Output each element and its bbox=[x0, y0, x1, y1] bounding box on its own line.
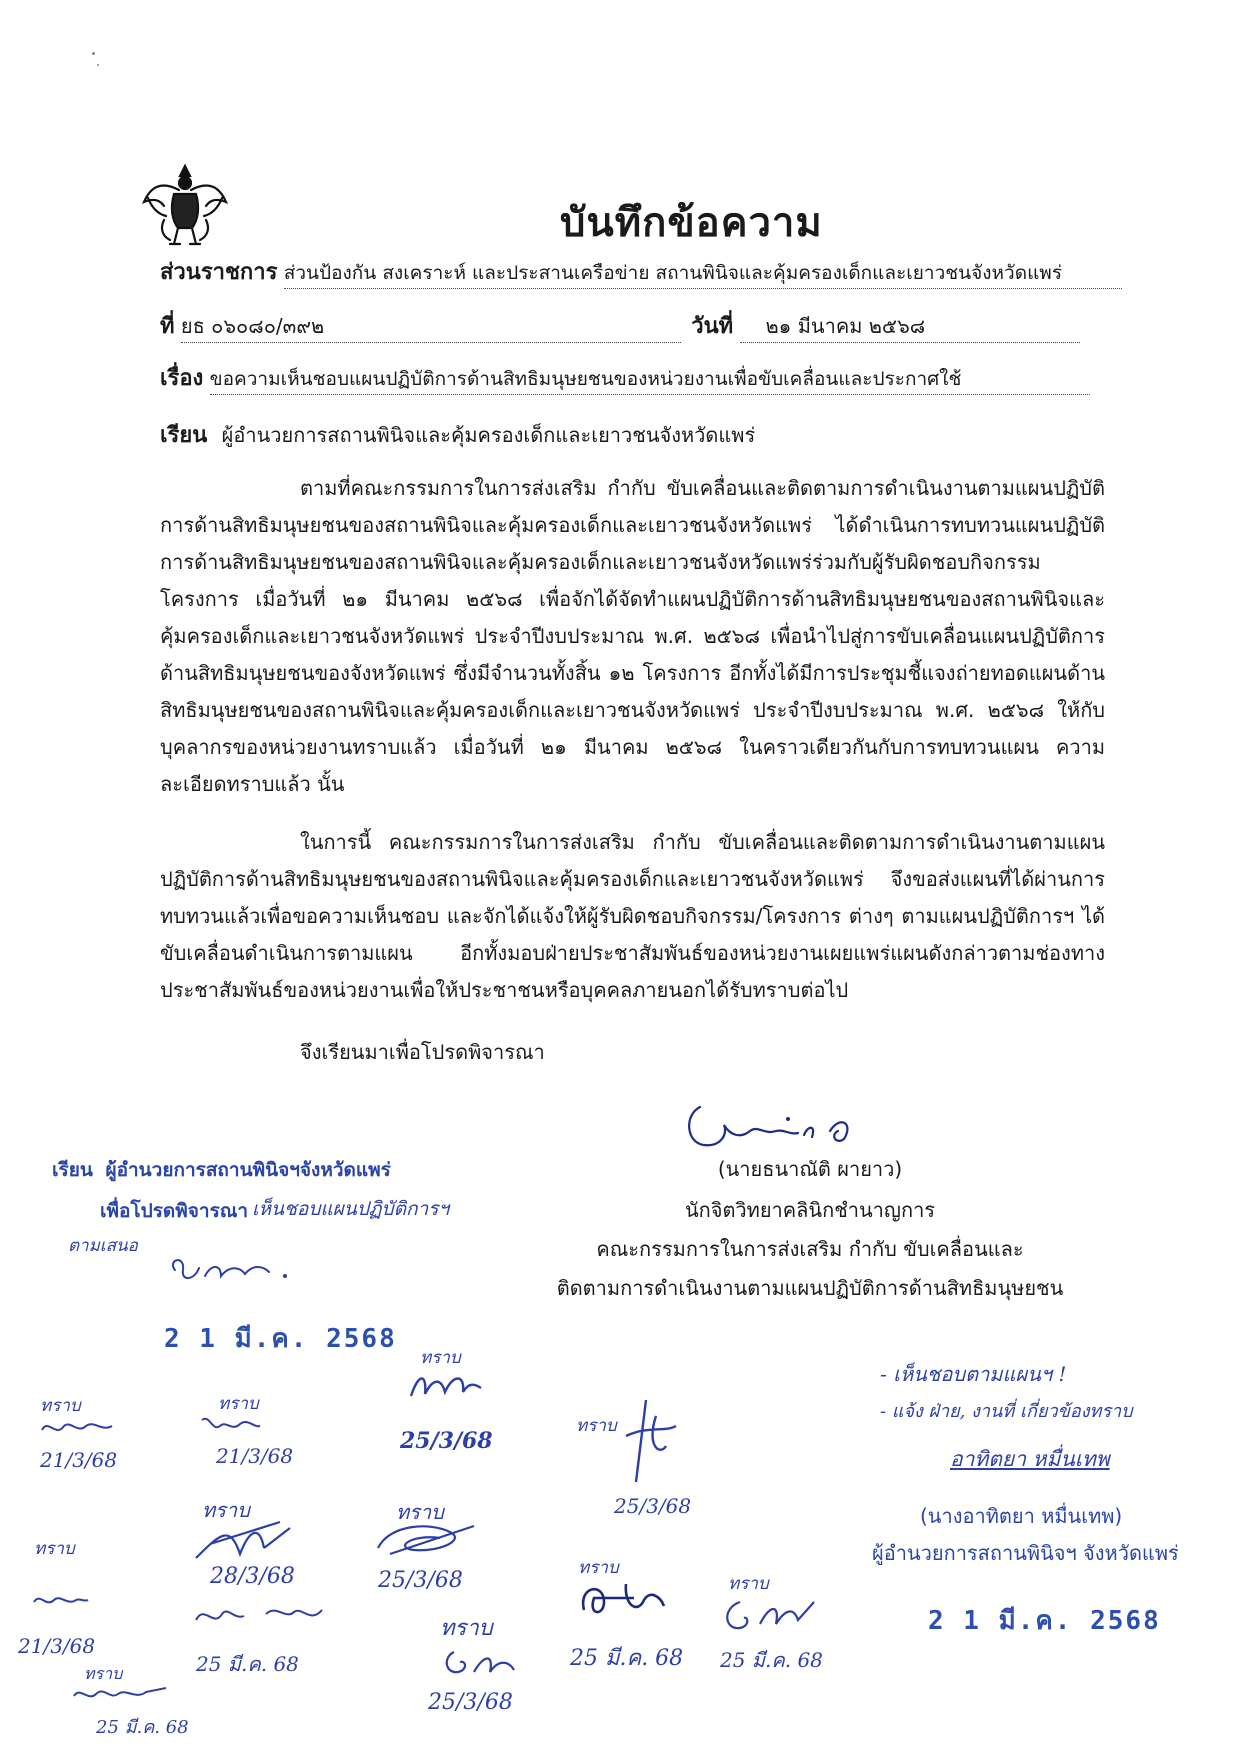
ack-signature bbox=[190, 1514, 300, 1564]
ack-signature bbox=[720, 1594, 820, 1634]
to-value: ผู้อำนวยการสถานพินิจและคุ้มครองเด็กและเยาวชนจังหวัดแพร่ bbox=[221, 423, 756, 447]
ack-word: ทราบ bbox=[578, 1558, 619, 1578]
signatory-position: นักจิตวิทยาคลินิกชำนาญการ bbox=[684, 1198, 936, 1222]
ack-signature bbox=[70, 1682, 170, 1706]
ack-signature bbox=[574, 1576, 674, 1620]
body-paragraph-1: ตามที่คณะกรรมการในการส่งเสริม กำกับ ขับเคลื่อนและติดตามการดำเนินงานตามแผนปฏิบัติการด้านสิทธิมนุษยชนของสถานพินิจและคุ้มครองเด็กและเยาวชนจังหวัดแพร่ ได้ดำเนินการทบทวนแผนปฏิบัติการด้านสิทธิมนุษยชนของสถานพินิจและคุ้มครองเด็กและเยาวชนจังหวัดแพร่ร่วมกับผู้รับผิดชอบกิจกรรม โครงการ เมื่อวันที่ ๒๑ มีนาคม ๒๕๖๘ เพื่อจักได้จัดทำแผนปฏิบัติการด้านสิทธิมนุษยชนของสถานพินิจและคุ้มครองเด็กและเยาวชนจังหวัดแพร่ ประจำปีงบประมาณ พ.ศ. ๒๕๖๘ เพื่อนำไปสู่การขับเคลื่อนแผนปฏิบัติการด้านสิทธิมนุษยชนของจังหวัดแพร่ ซึ่งมีจำนวนทั้งสิ้น ๑๒ โครงการ อีกทั้งได้มีการประชุมชี้แจงถ่ายทอดแผนด้านสิทธิมนุษยชนของสถานพินิจและคุ้มครองเด็กและเยาวชนจังหวัดแพร่ ประจำปีงบประมาณ พ.ศ. ๒๕๖๘ ให้กับบุคลากรของหน่วยงานทราบแล้ว เมื่อวันที่ ๒๑ มีนาคม ๒๕๖๘ ในคราวเดียวกันกับการทบทวนแผน ความละเอียดทราบแล้ว นั้น bbox=[160, 476, 1105, 796]
ack-word: ทราบ bbox=[218, 1394, 259, 1414]
ack-signature bbox=[30, 1590, 90, 1610]
ack-signature bbox=[370, 1518, 480, 1558]
endorsement-purpose: เพื่อโปรดพิจารณา bbox=[100, 1200, 249, 1222]
endorsement-to-value: ผู้อำนวยการสถานพินิจฯจังหวัดแพร่ bbox=[105, 1159, 391, 1181]
signatory-name: (นายธนาณัติ ผายาว) bbox=[717, 1157, 903, 1181]
endorsement-stamp-line-1 bbox=[52, 1155, 391, 1185]
ack-word: ทราบ bbox=[396, 1500, 444, 1524]
date-stamp-2: 2 1 มี.ค. 2568 bbox=[928, 1606, 1161, 1636]
garuda-emblem-icon bbox=[140, 158, 230, 258]
scan-speck bbox=[97, 64, 99, 66]
ack-date: 25/3/68 bbox=[400, 1428, 493, 1454]
agency-row bbox=[160, 254, 1122, 289]
ack-date: 25 มี.ค. 68 bbox=[96, 1717, 189, 1738]
ack-date: 25/3/68 bbox=[378, 1568, 463, 1593]
to-label: เรียน bbox=[160, 423, 208, 448]
endorsement-handwritten-note: เห็นชอบแผนปฏิบัติการฯ bbox=[252, 1198, 450, 1220]
agency-label: ส่วนราชการ bbox=[160, 260, 278, 285]
ack-word: ทราบ bbox=[440, 1616, 493, 1641]
subject-label: เรื่อง bbox=[160, 366, 204, 391]
document-title: บันทึกข้อความ bbox=[560, 200, 823, 246]
ack-date: 25 มี.ค. 68 bbox=[196, 1652, 299, 1676]
director-name: (นางอาทิตยา หมื่นเทพ) bbox=[920, 1504, 1123, 1528]
ack-signature bbox=[196, 1412, 266, 1438]
endorsement-to-label: เรียน bbox=[52, 1159, 93, 1181]
subject-row bbox=[160, 360, 1090, 395]
ack-signature bbox=[405, 1368, 485, 1402]
ack-date: 28/3/68 bbox=[210, 1564, 295, 1589]
director-position: ผู้อำนวยการสถานพินิจฯ จังหวัดแพร่ bbox=[872, 1541, 1179, 1565]
subject-value: ขอความเห็นชอบแผนปฏิบัติการด้านสิทธิมนุษยชนของหน่วยงานเพื่อขับเคลื่อนและประกาศใช้ bbox=[210, 364, 1090, 395]
signatory-committee-line-2: ติดตามการดำเนินงานตามแผนปฏิบัติการด้านสิทธิมนุษยชน bbox=[556, 1276, 1064, 1300]
ack-date: 21/3/68 bbox=[40, 1448, 118, 1472]
ack-word: ทราบ bbox=[40, 1396, 81, 1416]
scan-speck bbox=[92, 52, 95, 55]
ack-signature bbox=[38, 1416, 118, 1442]
ref-value: ยธ ๐๖๐๘๐/๓๙๒ bbox=[181, 310, 681, 343]
ack-word: ทราบ bbox=[576, 1416, 617, 1436]
ack-word: ทราบ bbox=[202, 1498, 250, 1522]
ack-word: ทราบ bbox=[34, 1539, 75, 1559]
date-label: วันที่ bbox=[691, 314, 734, 339]
endorsement-initials-signature bbox=[165, 1250, 315, 1290]
endorsement-stamp-line-2 bbox=[100, 1196, 248, 1226]
ack-signature bbox=[606, 1396, 686, 1486]
ref-label: ที่ bbox=[160, 314, 175, 339]
date-stamp-1: 2 1 มี.ค. 2568 bbox=[164, 1324, 397, 1354]
ack-date: 25 มี.ค. 68 bbox=[570, 1646, 684, 1671]
ack-date: 21/3/68 bbox=[216, 1444, 294, 1468]
body-paragraph-2: ในการนี้ คณะกรรมการในการส่งเสริม กำกับ ขับเคลื่อนและติดตามการดำเนินงานตามแผนปฏิบัติการด้านสิทธิมนุษยชนของสถานพินิจและคุ้มครองเด็กและเยาวชนจังหวัดแพร่ จึงขอส่งแผนที่ได้ผ่านการทบทวนแล้วเพื่อขอความเห็นชอบ และจักได้แจ้งให้ผู้รับผิดชอบกิจกรรม/โครงการ ต่างๆ ตามแผนปฏิบัติการฯ ได้ขับเคลื่อนดำเนินการตามแผน อีกทั้งมอบฝ่ายประชาสัมพันธ์ของหน่วยงานเผยแพร่แผนดังกล่าวตามช่องทางประชาสัมพันธ์ของหน่วยงานเพื่อให้ประชาชนหรือบุคคลภายนอกได้รับทราบต่อไป bbox=[160, 830, 1105, 1002]
closing-line: จึงเรียนมาเพื่อโปรดพิจารณา bbox=[300, 1040, 545, 1064]
ack-date: 25 มี.ค. 68 bbox=[720, 1648, 823, 1672]
signatory-signature bbox=[680, 1095, 880, 1155]
ref-row bbox=[160, 308, 1080, 343]
ack-date: 25/3/68 bbox=[428, 1690, 513, 1715]
to-row bbox=[160, 417, 755, 452]
director-note-2: - แจ้ง ฝ่าย, งานที่ เกี่ยวข้องทราบ bbox=[880, 1401, 1133, 1422]
director-note-1: - เห็นชอบตามแผนฯ ! bbox=[880, 1362, 1067, 1386]
director-signature: อาทิตยา หมื่นเทพ bbox=[950, 1447, 1110, 1471]
ack-signature bbox=[190, 1600, 330, 1636]
ack-word: ทราบ bbox=[728, 1574, 769, 1594]
signatory-committee-line-1: คณะกรรมการในการส่งเสริม กำกับ ขับเคลื่อนและ bbox=[596, 1237, 1024, 1261]
ack-word: ทราบ bbox=[420, 1348, 461, 1368]
ack-date: 25/3/68 bbox=[614, 1494, 692, 1518]
ack-word: ทราบ bbox=[84, 1664, 123, 1683]
ack-signature bbox=[440, 1646, 520, 1678]
ack-date: 21/3/68 bbox=[18, 1634, 96, 1658]
date-value: ๒๑ มีนาคม ๒๕๖๘ bbox=[740, 310, 1080, 343]
endorsement-handwritten-sub: ตามเสนอ bbox=[68, 1236, 138, 1256]
agency-value: ส่วนป้องกัน สงเคราะห์ และประสานเครือข่าย สถานพินิจและคุ้มครองเด็กและเยาวชนจังหวัดแพร่ bbox=[284, 258, 1122, 289]
